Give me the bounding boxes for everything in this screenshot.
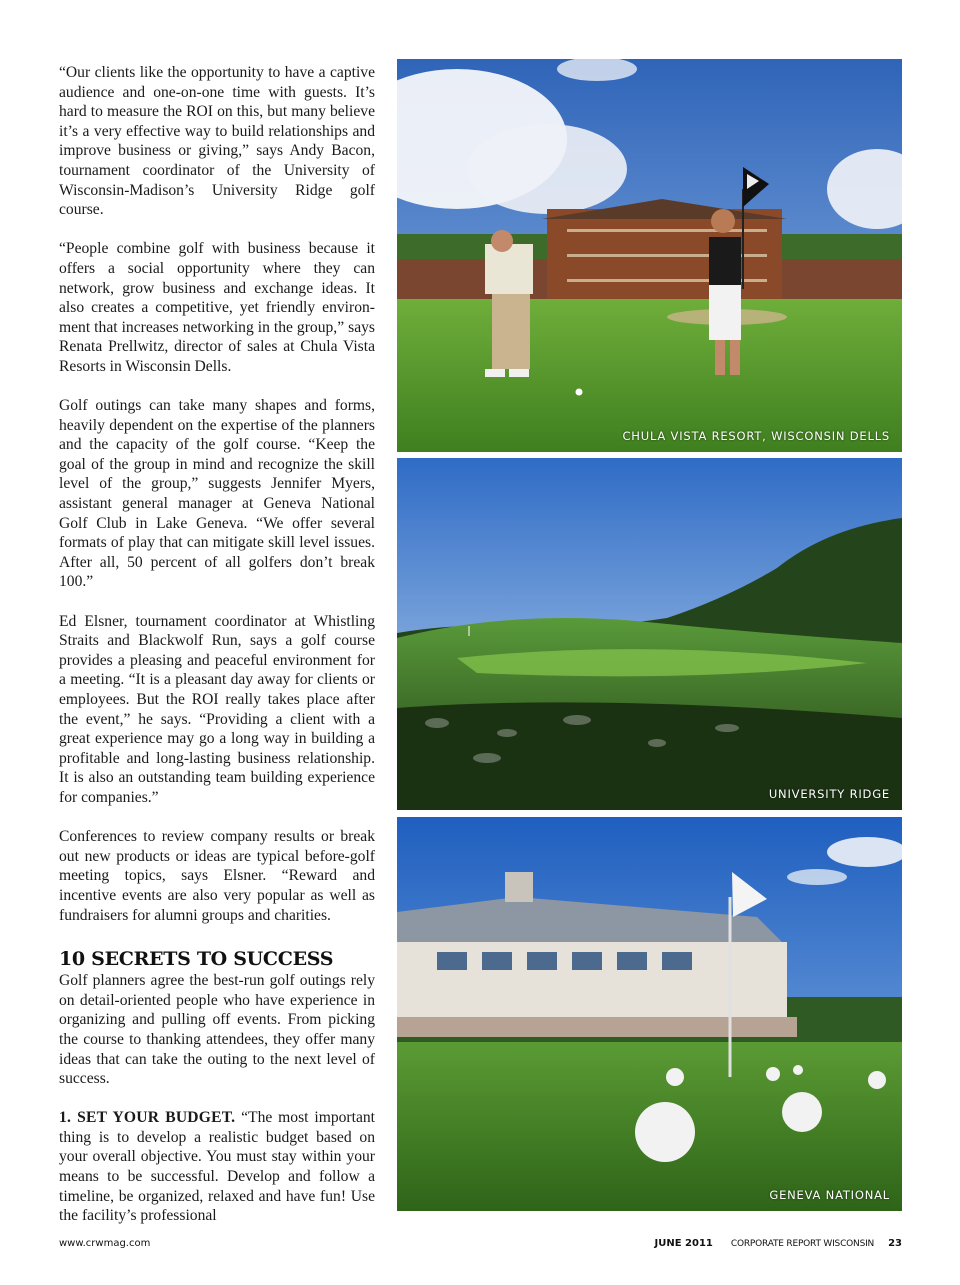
paragraph-elsner-quote: Ed Elsner, tournament coordinator at Whistling Straits and Blackwolf Run, says a golf course provides a pleasing and peaceful environment for a meeting. “It is a pleasant day away for clients or employees. But the ROI really takes place after the event,” he says. “Providing a client with a great experience may go a long way in building a profitable and long-lasting business relationship. It is also an outstanding team building experience for companies.” xyxy=(59,612,375,806)
section-heading: 10 SECRETS TO SUCCESS xyxy=(59,948,334,971)
university-ridge-image xyxy=(397,458,902,810)
caption-chula-vista: CHULA VISTA RESORT, WISCONSIN DELLS xyxy=(622,429,890,443)
caption-geneva-national: GENEVA NATIONAL xyxy=(769,1188,890,1202)
article-column xyxy=(59,63,375,1226)
footer-magazine: CORPORATE REPORT WISCONSIN xyxy=(730,1239,875,1249)
paragraph-set-budget xyxy=(59,1108,375,1226)
chula-vista-image xyxy=(397,59,902,452)
footer-date: JUNE 2011 xyxy=(654,1238,713,1249)
footer-page-number: 23 xyxy=(888,1238,902,1249)
footer-website: www.crwmag.com xyxy=(59,1238,151,1249)
photo-university-ridge xyxy=(397,458,902,810)
golfer-putting xyxy=(485,230,533,377)
caption-university-ridge: UNIVERSITY RIDGE xyxy=(768,787,890,801)
paragraph-bacon-quote: “Our clients like the opportunity to have a captive audience and one-on-one time with guests. It’s hard to measure the ROI on this, but many believe it’s a very effective way to build relationships and improve business or giving,” says Andy Bacon, tournament coordinator of the University of Wisconsin-Madison’s University Ridge golf course. xyxy=(59,64,375,219)
photo-chula-vista xyxy=(397,59,902,452)
budget-body: “The most important thing is to develop a realistic budget based on your overall objective. You must stay within your means to be successful. Develop and follow a timeline, be organized, relaxed and have fun! Use the facility’s professional xyxy=(59,1109,375,1225)
paragraph-meeting-topics: Conferences to review company results or break out new products or ideas are typical before-golf meeting topics, says Elsner. “Reward and incentive events are also very popular as well as fundraisers for alumni groups and charities. xyxy=(59,828,375,924)
paragraph-secrets-intro: Golf planners agree the best-run golf outings rely on detail-oriented people who have experience in organizing and pulling off events. From picking the course to thanking attendees, they offer many ideas that can take the outing to the next level of success. xyxy=(59,972,375,1088)
paragraph-prellwitz-quote: “People combine golf with business because it offers a social opportunity where they can network, grow business and exchange ideas. It also creates a competitive, yet friendly environment that increases networking in the group,” says Renata Prellwitz, director of sales at Chula Vista Resorts in Wisconsin Dells. xyxy=(59,240,375,375)
page-footer xyxy=(59,1238,902,1252)
geneva-national-image xyxy=(397,817,902,1211)
photo-geneva-national xyxy=(397,817,902,1211)
budget-lead-in: 1. SET YOUR BUDGET. xyxy=(59,1109,236,1127)
footer-right xyxy=(655,1238,902,1249)
paragraph-myers-quote: Golf outings can take many shapes and forms, heavily dependent on the expertise of the planners and the capacity of the golf course. “Keep the goal of the group in mind and recognize the skill level of the group,” suggests Jennifer Myers, assistant general manager at Geneva National Golf Club in Lake Geneva. “We offer several formats of play that can mitigate skill level issues. After all, 50 percent of all golfers don’t break 100.” xyxy=(59,397,375,591)
